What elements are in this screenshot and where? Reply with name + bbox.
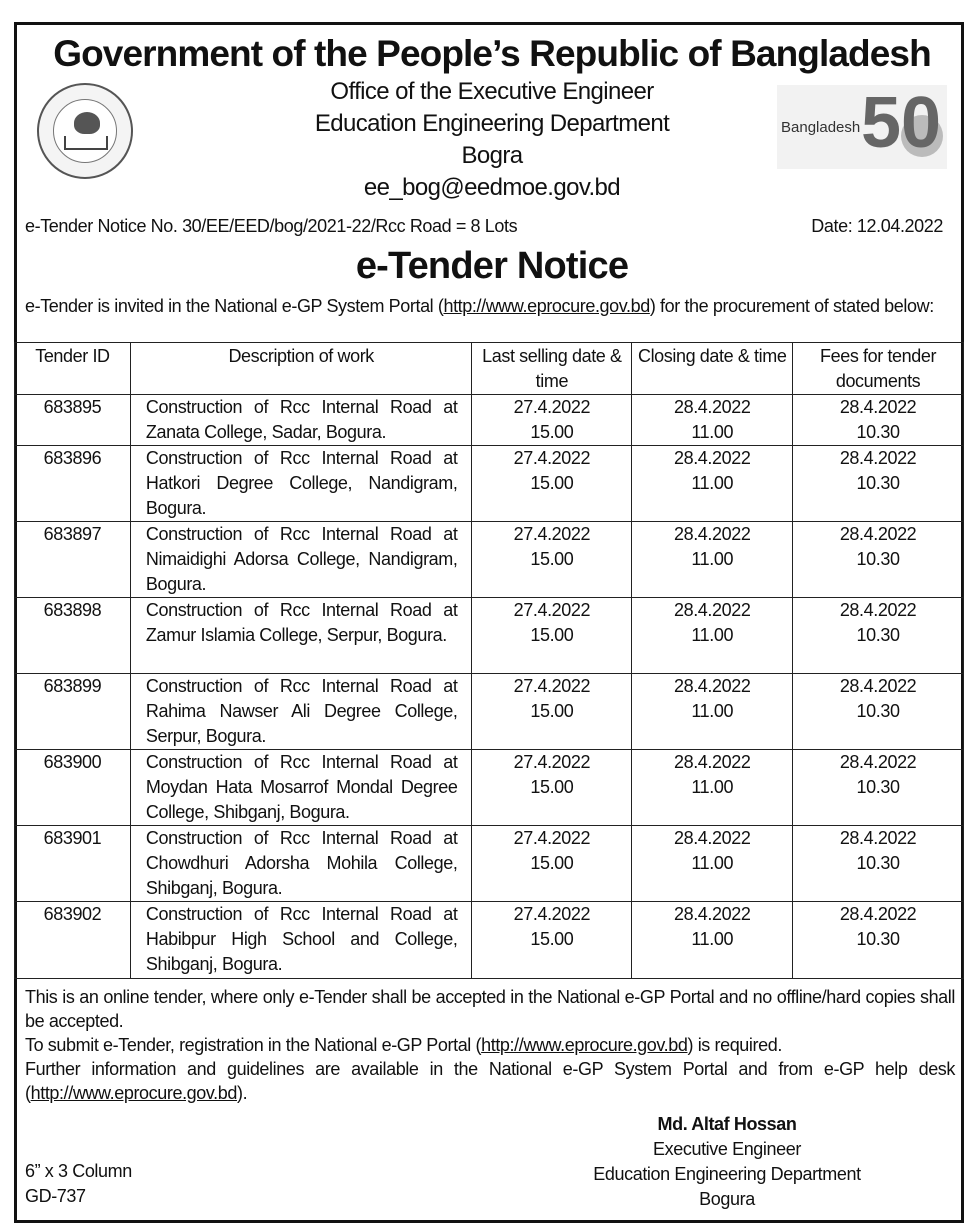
header-fees: Fees for tender documents xyxy=(793,343,964,395)
last-selling: 27.4.2022 15.00 xyxy=(472,674,632,750)
last-selling: 27.4.2022 15.00 xyxy=(472,446,632,522)
tender-id: 683896 xyxy=(15,446,131,522)
work-description: Construction of Rcc Internal Road at Nimaidighi Adorsa College, Nandigram, Bogura. xyxy=(130,522,472,598)
tender-id: 683897 xyxy=(15,522,131,598)
tender-id: 683900 xyxy=(15,750,131,826)
closing: 28.4.2022 11.00 xyxy=(632,674,793,750)
fees: 28.4.2022 10.30 xyxy=(793,674,964,750)
signatory-title: Executive Engineer xyxy=(653,1139,801,1159)
header-last-selling: Last selling date & time xyxy=(472,343,632,395)
tender-id: 683899 xyxy=(15,674,131,750)
closing: 28.4.2022 11.00 xyxy=(632,902,793,979)
fees: 28.4.2022 10.30 xyxy=(793,902,964,979)
signatory-department: Education Engineering Department xyxy=(593,1164,861,1184)
table-row xyxy=(15,522,964,598)
logo-text: Bangladesh xyxy=(781,119,861,136)
notice-date: Date: 12.04.2022 xyxy=(811,216,943,236)
notice-number: e-Tender Notice No. 30/EE/EED/bog/2021-22/Rcc Road = 8 Lots xyxy=(25,216,518,236)
closing: 28.4.2022 11.00 xyxy=(632,522,793,598)
notice-heading: e-Tender Notice xyxy=(355,245,629,287)
registration-note: To submit e-Tender, registration in the National e-GP Portal (http://www.eprocure.gov.bd) is required. xyxy=(25,1035,782,1055)
last-selling: 27.4.2022 15.00 xyxy=(472,826,632,902)
fees: 28.4.2022 10.30 xyxy=(793,598,964,674)
fees: 28.4.2022 10.30 xyxy=(793,522,964,598)
work-description: Construction of Rcc Internal Road at Zamur Islamia College, Serpur, Bogura. xyxy=(130,598,472,674)
tender-id: 683898 xyxy=(15,598,131,674)
closing: 28.4.2022 11.00 xyxy=(632,598,793,674)
fees: 28.4.2022 10.30 xyxy=(793,395,964,446)
last-selling: 27.4.2022 15.00 xyxy=(472,598,632,674)
eprocure-link[interactable]: http://www.eprocure.gov.bd xyxy=(481,1035,688,1055)
last-selling: 27.4.2022 15.00 xyxy=(472,395,632,446)
office-name: Office of the Executive Engineer xyxy=(330,78,654,105)
header-description: Description of work xyxy=(130,343,472,395)
last-selling: 27.4.2022 15.00 xyxy=(472,522,632,598)
closing: 28.4.2022 11.00 xyxy=(632,395,793,446)
table-row xyxy=(15,826,964,902)
signatory-city: Bogura xyxy=(699,1189,755,1209)
notice-frame xyxy=(14,22,964,1223)
work-description: Construction of Rcc Internal Road at Habibpur High School and College, Shibganj, Bogura. xyxy=(130,902,472,979)
eprocure-link[interactable]: http://www.eprocure.gov.bd xyxy=(443,296,650,316)
fees: 28.4.2022 10.30 xyxy=(793,446,964,522)
signatory-name: Md. Altaf Hossan xyxy=(657,1114,797,1134)
table-row xyxy=(15,674,964,750)
closing: 28.4.2022 11.00 xyxy=(632,826,793,902)
email: ee_bog@eedmoe.gov.bd xyxy=(363,174,621,201)
header-tender-id: Tender ID xyxy=(15,343,131,395)
eprocure-link[interactable]: http://www.eprocure.gov.bd xyxy=(30,1083,237,1103)
table-row xyxy=(15,395,964,446)
table-row xyxy=(15,446,964,522)
online-tender-note: This is an online tender, where only e-Tender shall be accepted in the National e-GP Portal and no offline/hard copies shall be accepted. xyxy=(25,987,955,1031)
work-description: Construction of Rcc Internal Road at Chowdhuri Adorsha Mohila College, Shibganj, Bogura. xyxy=(130,826,472,902)
tender-id: 683901 xyxy=(15,826,131,902)
tender-id: 683902 xyxy=(15,902,131,979)
closing: 28.4.2022 11.00 xyxy=(632,446,793,522)
header-closing: Closing date & time xyxy=(632,343,793,395)
guidelines-note: Further information and guidelines are available in the National e-GP System Portal and from e-GP help desk (http://www.eprocure.gov.bd). xyxy=(25,1059,955,1103)
fees: 28.4.2022 10.30 xyxy=(793,826,964,902)
work-description: Construction of Rcc Internal Road at Moydan Hata Mosarrof Mondal Degree College, Shibganj, Bogura. xyxy=(130,750,472,826)
tender-table xyxy=(14,342,964,979)
work-description: Construction of Rcc Internal Road at Rahima Nawser Ali Degree College, Serpur, Bogura. xyxy=(130,674,472,750)
work-description: Construction of Rcc Internal Road at Zanata College, Sadar, Bogura. xyxy=(130,395,472,446)
department-name: Education Engineering Department xyxy=(314,110,670,137)
last-selling: 27.4.2022 15.00 xyxy=(472,750,632,826)
ad-code: GD-737 xyxy=(25,1186,86,1206)
work-description: Construction of Rcc Internal Road at Hatkori Degree College, Nandigram, Bogura. xyxy=(130,446,472,522)
table-row xyxy=(15,750,964,826)
signature-block xyxy=(577,1112,877,1212)
government-title: Government of the People’s Republic of Bangladesh xyxy=(53,33,931,74)
logo-number: 50 xyxy=(861,83,942,163)
table-row xyxy=(15,598,964,674)
tender-id: 683895 xyxy=(15,395,131,446)
city: Bogra xyxy=(461,142,523,169)
table-row xyxy=(15,902,964,979)
last-selling: 27.4.2022 15.00 xyxy=(472,902,632,979)
ad-size: 6” x 3 Column xyxy=(25,1161,132,1181)
closing: 28.4.2022 11.00 xyxy=(632,750,793,826)
fees: 28.4.2022 10.30 xyxy=(793,750,964,826)
intro-text: e-Tender is invited in the National e-GP System Portal (http://www.eprocure.gov.bd) for the procurement of stated below: xyxy=(25,296,934,316)
